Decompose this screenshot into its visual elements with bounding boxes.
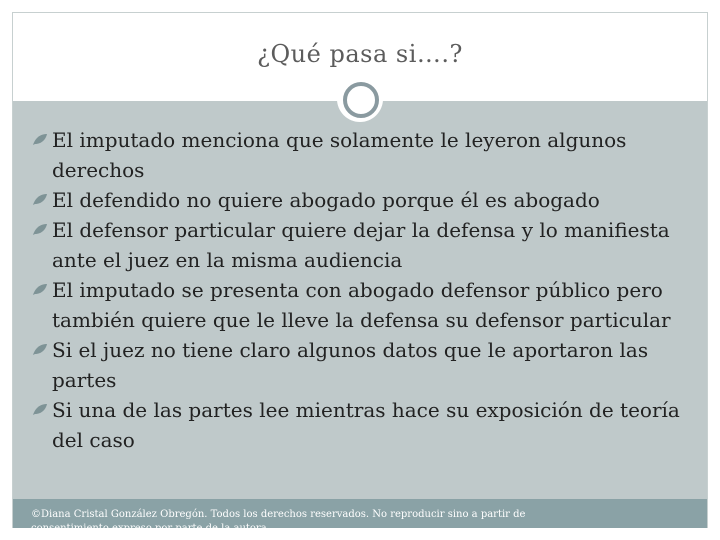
list-item xyxy=(32,335,702,395)
bullet-list xyxy=(32,125,702,455)
leaf-bullet-icon xyxy=(32,193,48,207)
bullet-text: El defensor particular quiere dejar la defensa y lo manifiesta ante el juez en la misma audiencia xyxy=(52,218,670,272)
list-item xyxy=(32,215,702,275)
leaf-bullet-icon xyxy=(32,223,48,237)
leaf-bullet-icon xyxy=(32,343,48,357)
list-item xyxy=(32,395,702,455)
list-item xyxy=(32,125,702,185)
leaf-bullet-icon xyxy=(32,403,48,417)
bullet-text: El imputado menciona que solamente le leyeron algunos derechos xyxy=(52,128,627,182)
bullet-text: El imputado se presenta con abogado defensor público pero también quiere que le lleve la defensa su defensor particular xyxy=(52,278,671,332)
bullet-text: El defendido no quiere abogado porque él es abogado xyxy=(52,188,600,212)
copyright-text: ©Diana Cristal González Obregón. Todos los derechos reservados. No reproducir sino a partir de consentimiento expreso por parte de la autora. xyxy=(31,509,526,534)
leaf-bullet-icon xyxy=(32,283,48,297)
circle-ornament-icon xyxy=(343,82,379,118)
slide-title: ¿Qué pasa si….? xyxy=(257,40,463,68)
list-item xyxy=(32,185,702,215)
bullet-text: Si una de las partes lee mientras hace su exposición de teoría del caso xyxy=(52,398,680,452)
bullet-text: Si el juez no tiene claro algunos datos que le aportaron las partes xyxy=(52,338,649,392)
leaf-bullet-icon xyxy=(32,133,48,147)
list-item xyxy=(32,275,702,335)
copyright-footer xyxy=(13,499,707,534)
